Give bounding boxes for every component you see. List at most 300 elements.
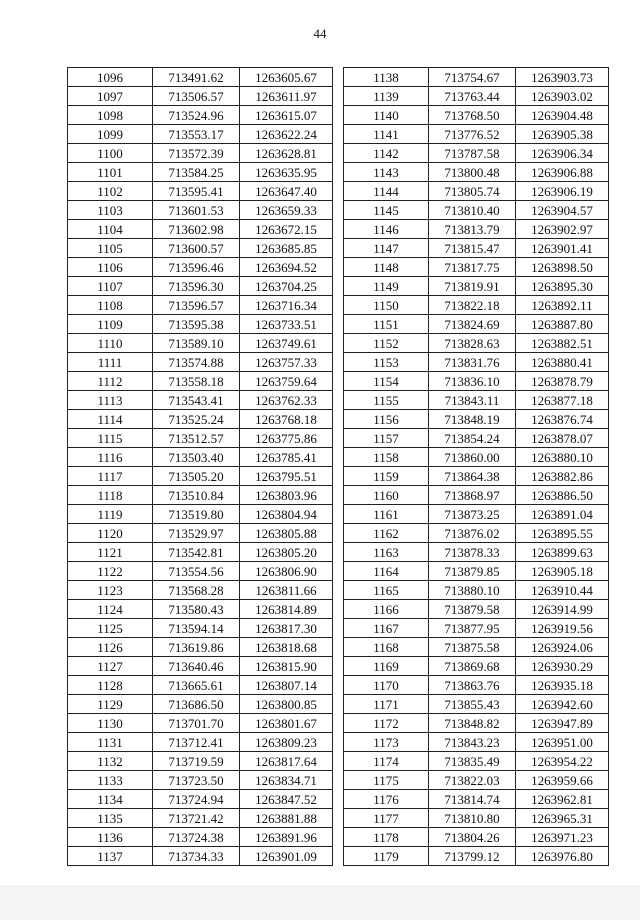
point-number-cell: 1129	[68, 695, 153, 714]
y-coordinate-cell: 1263919.56	[516, 619, 609, 638]
y-coordinate-cell: 1263895.30	[516, 277, 609, 296]
y-coordinate-cell: 1263768.18	[240, 410, 333, 429]
x-coordinate-cell: 713554.56	[153, 562, 240, 581]
y-coordinate-cell: 1263954.22	[516, 752, 609, 771]
x-coordinate-cell: 713543.41	[153, 391, 240, 410]
point-number-cell: 1168	[344, 638, 429, 657]
x-coordinate-cell: 713854.24	[429, 429, 516, 448]
y-coordinate-cell: 1263878.79	[516, 372, 609, 391]
table-row	[344, 258, 609, 277]
table-row	[68, 410, 333, 429]
table-row	[68, 353, 333, 372]
y-coordinate-cell: 1263817.30	[240, 619, 333, 638]
table-row	[344, 638, 609, 657]
y-coordinate-cell: 1263935.18	[516, 676, 609, 695]
table-row	[344, 315, 609, 334]
coordinates-table-right	[343, 67, 609, 866]
point-number-cell: 1163	[344, 543, 429, 562]
table-row	[344, 752, 609, 771]
y-coordinate-cell: 1263906.19	[516, 182, 609, 201]
table-row	[68, 581, 333, 600]
table-row	[68, 714, 333, 733]
table-row	[344, 277, 609, 296]
table-row	[344, 106, 609, 125]
table-row	[344, 619, 609, 638]
x-coordinate-cell: 713835.49	[429, 752, 516, 771]
point-number-cell: 1130	[68, 714, 153, 733]
point-number-cell: 1108	[68, 296, 153, 315]
point-number-cell: 1159	[344, 467, 429, 486]
point-number-cell: 1120	[68, 524, 153, 543]
table-row	[344, 809, 609, 828]
y-coordinate-cell: 1263672.15	[240, 220, 333, 239]
x-coordinate-cell: 713828.63	[429, 334, 516, 353]
point-number-cell: 1146	[344, 220, 429, 239]
y-coordinate-cell: 1263805.20	[240, 543, 333, 562]
x-coordinate-cell: 713594.14	[153, 619, 240, 638]
point-number-cell: 1114	[68, 410, 153, 429]
table-row	[344, 144, 609, 163]
table-row	[344, 695, 609, 714]
point-number-cell: 1122	[68, 562, 153, 581]
x-coordinate-cell: 713804.26	[429, 828, 516, 847]
x-coordinate-cell: 713542.81	[153, 543, 240, 562]
x-coordinate-cell: 713863.76	[429, 676, 516, 695]
point-number-cell: 1140	[344, 106, 429, 125]
x-coordinate-cell: 713665.61	[153, 676, 240, 695]
x-coordinate-cell: 713877.95	[429, 619, 516, 638]
x-coordinate-cell: 713799.12	[429, 847, 516, 866]
x-coordinate-cell: 713701.70	[153, 714, 240, 733]
point-number-cell: 1176	[344, 790, 429, 809]
point-number-cell: 1132	[68, 752, 153, 771]
table-row	[344, 505, 609, 524]
table-row	[68, 201, 333, 220]
table-row	[68, 163, 333, 182]
x-coordinate-cell: 713814.74	[429, 790, 516, 809]
y-coordinate-cell: 1263895.55	[516, 524, 609, 543]
table-row	[344, 296, 609, 315]
x-coordinate-cell: 713880.10	[429, 581, 516, 600]
x-coordinate-cell: 713879.85	[429, 562, 516, 581]
point-number-cell: 1175	[344, 771, 429, 790]
y-coordinate-cell: 1263930.29	[516, 657, 609, 676]
point-number-cell: 1151	[344, 315, 429, 334]
table-row	[344, 391, 609, 410]
x-coordinate-cell: 713754.67	[429, 68, 516, 87]
point-number-cell: 1156	[344, 410, 429, 429]
table-row	[68, 695, 333, 714]
page-number: 44	[313, 26, 327, 41]
point-number-cell: 1131	[68, 733, 153, 752]
y-coordinate-cell: 1263800.85	[240, 695, 333, 714]
point-number-cell: 1152	[344, 334, 429, 353]
y-coordinate-cell: 1263876.74	[516, 410, 609, 429]
table-row	[344, 524, 609, 543]
y-coordinate-cell: 1263622.24	[240, 125, 333, 144]
y-coordinate-cell: 1263762.33	[240, 391, 333, 410]
x-coordinate-cell: 713819.91	[429, 277, 516, 296]
point-number-cell: 1103	[68, 201, 153, 220]
point-number-cell: 1169	[344, 657, 429, 676]
x-coordinate-cell: 713836.10	[429, 372, 516, 391]
y-coordinate-cell: 1263749.61	[240, 334, 333, 353]
y-coordinate-cell: 1263924.06	[516, 638, 609, 657]
x-coordinate-cell: 713763.44	[429, 87, 516, 106]
y-coordinate-cell: 1263759.64	[240, 372, 333, 391]
table-row	[344, 581, 609, 600]
x-coordinate-cell: 713503.40	[153, 448, 240, 467]
table-row	[68, 657, 333, 676]
x-coordinate-cell: 713719.59	[153, 752, 240, 771]
table-row	[68, 676, 333, 695]
point-number-cell: 1128	[68, 676, 153, 695]
x-coordinate-cell: 713596.57	[153, 296, 240, 315]
y-coordinate-cell: 1263847.52	[240, 790, 333, 809]
table-row	[344, 600, 609, 619]
x-coordinate-cell: 713572.39	[153, 144, 240, 163]
x-coordinate-cell: 713879.58	[429, 600, 516, 619]
y-coordinate-cell: 1263785.41	[240, 448, 333, 467]
x-coordinate-cell: 713712.41	[153, 733, 240, 752]
y-coordinate-cell: 1263905.38	[516, 125, 609, 144]
point-number-cell: 1136	[68, 828, 153, 847]
y-coordinate-cell: 1263880.41	[516, 353, 609, 372]
y-coordinate-cell: 1263834.71	[240, 771, 333, 790]
x-coordinate-cell: 713595.38	[153, 315, 240, 334]
point-number-cell: 1109	[68, 315, 153, 334]
y-coordinate-cell: 1263806.90	[240, 562, 333, 581]
point-number-cell: 1155	[344, 391, 429, 410]
y-coordinate-cell: 1263903.02	[516, 87, 609, 106]
coordinates-table-left	[67, 67, 333, 866]
point-number-cell: 1099	[68, 125, 153, 144]
x-coordinate-cell: 713519.80	[153, 505, 240, 524]
table-row	[344, 125, 609, 144]
x-coordinate-cell: 713619.86	[153, 638, 240, 657]
table-row	[344, 771, 609, 790]
y-coordinate-cell: 1263951.00	[516, 733, 609, 752]
x-coordinate-cell: 713595.41	[153, 182, 240, 201]
x-coordinate-cell: 713843.23	[429, 733, 516, 752]
x-coordinate-cell: 713524.96	[153, 106, 240, 125]
point-number-cell: 1106	[68, 258, 153, 277]
y-coordinate-cell: 1263905.18	[516, 562, 609, 581]
table-row	[68, 144, 333, 163]
x-coordinate-cell: 713768.50	[429, 106, 516, 125]
x-coordinate-cell: 713822.18	[429, 296, 516, 315]
y-coordinate-cell: 1263891.04	[516, 505, 609, 524]
table-row	[344, 486, 609, 505]
table-row	[68, 562, 333, 581]
point-number-cell: 1119	[68, 505, 153, 524]
point-number-cell: 1115	[68, 429, 153, 448]
point-number-cell: 1143	[344, 163, 429, 182]
y-coordinate-cell: 1263899.63	[516, 543, 609, 562]
point-number-cell: 1148	[344, 258, 429, 277]
x-coordinate-cell: 713810.80	[429, 809, 516, 828]
point-number-cell: 1112	[68, 372, 153, 391]
x-coordinate-cell: 713824.69	[429, 315, 516, 334]
point-number-cell: 1164	[344, 562, 429, 581]
table-row	[344, 543, 609, 562]
y-coordinate-cell: 1263962.81	[516, 790, 609, 809]
point-number-cell: 1149	[344, 277, 429, 296]
point-number-cell: 1107	[68, 277, 153, 296]
y-coordinate-cell: 1263811.66	[240, 581, 333, 600]
x-coordinate-cell: 713601.53	[153, 201, 240, 220]
point-number-cell: 1105	[68, 239, 153, 258]
table-row	[344, 714, 609, 733]
x-coordinate-cell: 713813.79	[429, 220, 516, 239]
point-number-cell: 1170	[344, 676, 429, 695]
x-coordinate-cell: 713724.94	[153, 790, 240, 809]
x-coordinate-cell: 713873.25	[429, 505, 516, 524]
x-coordinate-cell: 713800.48	[429, 163, 516, 182]
x-coordinate-cell: 713640.46	[153, 657, 240, 676]
y-coordinate-cell: 1263959.66	[516, 771, 609, 790]
y-coordinate-cell: 1263882.86	[516, 467, 609, 486]
table-row	[344, 410, 609, 429]
point-number-cell: 1171	[344, 695, 429, 714]
table-row	[68, 106, 333, 125]
table-row	[68, 68, 333, 87]
y-coordinate-cell: 1263704.25	[240, 277, 333, 296]
table-row	[68, 220, 333, 239]
y-coordinate-cell: 1263628.81	[240, 144, 333, 163]
y-coordinate-cell: 1263685.85	[240, 239, 333, 258]
point-number-cell: 1153	[344, 353, 429, 372]
x-coordinate-cell: 713864.38	[429, 467, 516, 486]
point-number-cell: 1126	[68, 638, 153, 657]
table-row	[68, 87, 333, 106]
y-coordinate-cell: 1263659.33	[240, 201, 333, 220]
table-row	[344, 847, 609, 866]
y-coordinate-cell: 1263906.88	[516, 163, 609, 182]
point-number-cell: 1142	[344, 144, 429, 163]
x-coordinate-cell: 713525.24	[153, 410, 240, 429]
table-row	[344, 353, 609, 372]
table-row	[344, 657, 609, 676]
x-coordinate-cell: 713589.10	[153, 334, 240, 353]
y-coordinate-cell: 1263694.52	[240, 258, 333, 277]
y-coordinate-cell: 1263611.97	[240, 87, 333, 106]
y-coordinate-cell: 1263733.51	[240, 315, 333, 334]
x-coordinate-cell: 713602.98	[153, 220, 240, 239]
point-number-cell: 1160	[344, 486, 429, 505]
x-coordinate-cell: 713776.52	[429, 125, 516, 144]
table-row	[68, 448, 333, 467]
y-coordinate-cell: 1263605.67	[240, 68, 333, 87]
point-number-cell: 1100	[68, 144, 153, 163]
table-row	[68, 391, 333, 410]
y-coordinate-cell: 1263901.41	[516, 239, 609, 258]
y-coordinate-cell: 1263818.68	[240, 638, 333, 657]
y-coordinate-cell: 1263880.10	[516, 448, 609, 467]
table-row	[344, 828, 609, 847]
point-number-cell: 1144	[344, 182, 429, 201]
x-coordinate-cell: 713876.02	[429, 524, 516, 543]
x-coordinate-cell: 713869.68	[429, 657, 516, 676]
table-row	[68, 828, 333, 847]
x-coordinate-cell: 713510.84	[153, 486, 240, 505]
y-coordinate-cell: 1263882.51	[516, 334, 609, 353]
y-coordinate-cell: 1263902.97	[516, 220, 609, 239]
table-row	[68, 543, 333, 562]
y-coordinate-cell: 1263757.33	[240, 353, 333, 372]
x-coordinate-cell: 713506.57	[153, 87, 240, 106]
point-number-cell: 1145	[344, 201, 429, 220]
y-coordinate-cell: 1263878.07	[516, 429, 609, 448]
x-coordinate-cell: 713734.33	[153, 847, 240, 866]
table-row	[68, 277, 333, 296]
table-row	[68, 752, 333, 771]
y-coordinate-cell: 1263804.94	[240, 505, 333, 524]
x-coordinate-cell: 713600.57	[153, 239, 240, 258]
table-row	[344, 182, 609, 201]
y-coordinate-cell: 1263906.34	[516, 144, 609, 163]
table-row	[344, 68, 609, 87]
x-coordinate-cell: 713723.50	[153, 771, 240, 790]
y-coordinate-cell: 1263942.60	[516, 695, 609, 714]
x-coordinate-cell: 713831.76	[429, 353, 516, 372]
y-coordinate-cell: 1263910.44	[516, 581, 609, 600]
y-coordinate-cell: 1263801.67	[240, 714, 333, 733]
y-coordinate-cell: 1263904.48	[516, 106, 609, 125]
point-number-cell: 1111	[68, 353, 153, 372]
table-row	[344, 467, 609, 486]
x-coordinate-cell: 713553.17	[153, 125, 240, 144]
table-row	[68, 486, 333, 505]
y-coordinate-cell: 1263971.23	[516, 828, 609, 847]
x-coordinate-cell: 713580.43	[153, 600, 240, 619]
y-coordinate-cell: 1263881.88	[240, 809, 333, 828]
point-number-cell: 1157	[344, 429, 429, 448]
table-row	[68, 771, 333, 790]
y-coordinate-cell: 1263807.14	[240, 676, 333, 695]
table-row	[344, 239, 609, 258]
x-coordinate-cell: 713787.58	[429, 144, 516, 163]
y-coordinate-cell: 1263803.96	[240, 486, 333, 505]
y-coordinate-cell: 1263635.95	[240, 163, 333, 182]
x-coordinate-cell: 713822.03	[429, 771, 516, 790]
x-coordinate-cell: 713815.47	[429, 239, 516, 258]
point-number-cell: 1139	[344, 87, 429, 106]
point-number-cell: 1123	[68, 581, 153, 600]
x-coordinate-cell: 713596.46	[153, 258, 240, 277]
table-row	[344, 372, 609, 391]
x-coordinate-cell: 713810.40	[429, 201, 516, 220]
point-number-cell: 1172	[344, 714, 429, 733]
table-row	[68, 334, 333, 353]
y-coordinate-cell: 1263976.80	[516, 847, 609, 866]
y-coordinate-cell: 1263716.34	[240, 296, 333, 315]
y-coordinate-cell: 1263775.86	[240, 429, 333, 448]
point-number-cell: 1098	[68, 106, 153, 125]
point-number-cell: 1102	[68, 182, 153, 201]
y-coordinate-cell: 1263947.89	[516, 714, 609, 733]
x-coordinate-cell: 713848.19	[429, 410, 516, 429]
point-number-cell: 1179	[344, 847, 429, 866]
table-row	[344, 220, 609, 239]
point-number-cell: 1141	[344, 125, 429, 144]
point-number-cell: 1133	[68, 771, 153, 790]
point-number-cell: 1096	[68, 68, 153, 87]
x-coordinate-cell: 713686.50	[153, 695, 240, 714]
point-number-cell: 1097	[68, 87, 153, 106]
point-number-cell: 1101	[68, 163, 153, 182]
y-coordinate-cell: 1263809.23	[240, 733, 333, 752]
table-row	[68, 296, 333, 315]
point-number-cell: 1147	[344, 239, 429, 258]
x-coordinate-cell: 713721.42	[153, 809, 240, 828]
y-coordinate-cell: 1263898.50	[516, 258, 609, 277]
x-coordinate-cell: 713574.88	[153, 353, 240, 372]
x-coordinate-cell: 713529.97	[153, 524, 240, 543]
point-number-cell: 1174	[344, 752, 429, 771]
point-number-cell: 1154	[344, 372, 429, 391]
y-coordinate-cell: 1263805.88	[240, 524, 333, 543]
point-number-cell: 1125	[68, 619, 153, 638]
y-coordinate-cell: 1263615.07	[240, 106, 333, 125]
point-number-cell: 1110	[68, 334, 153, 353]
table-row	[344, 733, 609, 752]
point-number-cell: 1166	[344, 600, 429, 619]
x-coordinate-cell: 713584.25	[153, 163, 240, 182]
table-row	[68, 809, 333, 828]
point-number-cell: 1121	[68, 543, 153, 562]
point-number-cell: 1134	[68, 790, 153, 809]
table-row	[68, 600, 333, 619]
point-number-cell: 1165	[344, 581, 429, 600]
y-coordinate-cell: 1263891.96	[240, 828, 333, 847]
point-number-cell: 1162	[344, 524, 429, 543]
table-row	[68, 790, 333, 809]
table-row	[344, 163, 609, 182]
table-row	[68, 372, 333, 391]
table-row	[344, 790, 609, 809]
x-coordinate-cell: 713558.18	[153, 372, 240, 391]
point-number-cell: 1135	[68, 809, 153, 828]
point-number-cell: 1117	[68, 467, 153, 486]
table-row	[68, 258, 333, 277]
x-coordinate-cell: 713568.28	[153, 581, 240, 600]
table-row	[68, 182, 333, 201]
table-row	[68, 467, 333, 486]
y-coordinate-cell: 1263904.57	[516, 201, 609, 220]
table-row	[68, 505, 333, 524]
point-number-cell: 1167	[344, 619, 429, 638]
table-row	[344, 334, 609, 353]
x-coordinate-cell: 713512.57	[153, 429, 240, 448]
point-number-cell: 1124	[68, 600, 153, 619]
table-row	[68, 429, 333, 448]
point-number-cell: 1177	[344, 809, 429, 828]
table-row	[68, 125, 333, 144]
y-coordinate-cell: 1263817.64	[240, 752, 333, 771]
table-row	[344, 87, 609, 106]
table-row	[68, 239, 333, 258]
point-number-cell: 1150	[344, 296, 429, 315]
table-row	[344, 676, 609, 695]
point-number-cell: 1173	[344, 733, 429, 752]
point-number-cell: 1137	[68, 847, 153, 866]
y-coordinate-cell: 1263815.90	[240, 657, 333, 676]
table-row	[68, 847, 333, 866]
x-coordinate-cell: 713724.38	[153, 828, 240, 847]
point-number-cell: 1116	[68, 448, 153, 467]
y-coordinate-cell: 1263877.18	[516, 391, 609, 410]
